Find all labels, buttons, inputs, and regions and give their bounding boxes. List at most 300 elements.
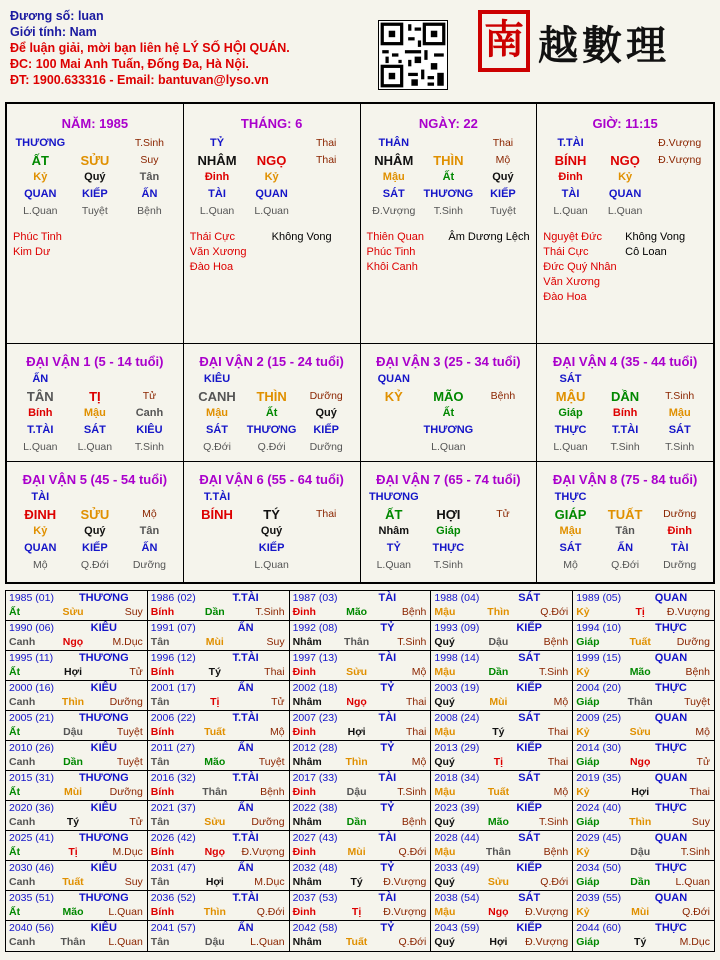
- year-phase: Q.Đới: [682, 906, 710, 918]
- dai-van-hidden-cell: Giáp: [558, 407, 583, 419]
- dai-van-ns-row: [190, 557, 354, 574]
- year-label: 1994 (10): [576, 622, 622, 634]
- year-cell: [290, 711, 432, 741]
- dai-van-stem: CANH: [198, 389, 236, 404]
- year-cell: [290, 861, 432, 891]
- dai-van-god: THƯƠNG: [368, 491, 419, 503]
- dai-van-god-row: [190, 371, 354, 388]
- year-phase: L.Quan: [250, 936, 285, 948]
- year-god: THỰC: [655, 802, 687, 814]
- dai-van-gods-cell: T.TÀI: [27, 424, 54, 436]
- pillar-phase: Thai: [315, 137, 337, 149]
- year-phase: Suy: [691, 816, 710, 828]
- pillar-stars: [543, 230, 707, 305]
- year-stem: Canh: [9, 696, 36, 708]
- blank: [244, 371, 299, 388]
- year-row: [6, 591, 714, 621]
- pillar-gods-cell: SÁT: [382, 188, 405, 200]
- year-phase: Dưỡng: [676, 636, 710, 648]
- dai-van-god-row: [543, 371, 707, 388]
- pillar-ns-cell: Tuyệt: [490, 205, 516, 217]
- year-phase: Đ.Vượng: [525, 906, 569, 918]
- dai-van-hidden-cell: Ất: [442, 407, 455, 419]
- year-branch: Ngọ: [204, 846, 225, 858]
- year-branch: Hợi: [64, 666, 82, 678]
- year-cell: [431, 921, 573, 951]
- dai-van-gods-cell: T.TÀI: [611, 424, 639, 436]
- year-phase: Tử: [696, 756, 710, 768]
- blank: [476, 489, 531, 506]
- pillar-hidden-cell: [652, 169, 707, 186]
- year-cell: [290, 921, 432, 951]
- dai-van-god-row: [13, 489, 177, 506]
- dai-van-hidden-cell: [476, 405, 531, 422]
- year-cell: [573, 801, 714, 831]
- pillar-gods-cell: QUAN: [24, 188, 57, 200]
- year-god: KIÊU: [90, 742, 117, 754]
- year-cell: [148, 741, 290, 771]
- year-branch: Hợi: [631, 786, 650, 798]
- pillar-gods-row: [13, 186, 177, 203]
- pillar-ns-cell: L.Quan: [23, 205, 58, 217]
- star-good: Thiên Quan: [366, 231, 424, 243]
- year-label: 2032 (48): [292, 862, 338, 874]
- year-cell: [290, 681, 432, 711]
- year-label: 2020 (36): [9, 802, 54, 814]
- year-god: KIẾP: [516, 682, 543, 694]
- dai-van-stem: GIÁP: [554, 507, 587, 522]
- dai-van-gods-cell: ẤN: [141, 542, 158, 554]
- dai-van-ns-cell: [367, 439, 422, 456]
- pillar-god: TỶ: [210, 137, 225, 149]
- year-label: 1998 (14): [434, 652, 480, 664]
- dai-van-gods-cell: QUAN: [24, 542, 57, 554]
- dai-van-gods-cell: [190, 540, 245, 557]
- year-branch: Dần: [346, 816, 367, 828]
- logo-text: 越數理: [538, 22, 670, 69]
- year-phase: L.Quan: [108, 906, 143, 918]
- gender-label: Giới tính:: [10, 25, 67, 39]
- dai-van-gods-row: [13, 540, 177, 557]
- year-phase: T.Sinh: [397, 786, 427, 798]
- dai-van-gods-cell: [476, 540, 531, 557]
- year-god: KIẾP: [516, 802, 543, 814]
- dai-van-stem-branch: [190, 388, 354, 405]
- dai-van-gods-cell: KIẾP: [313, 424, 340, 436]
- star-bad: [95, 245, 177, 260]
- dai-van-stem-branch: [543, 388, 707, 405]
- pillar-phase2: Mộ: [495, 154, 511, 166]
- dai-van-ns-cell: L.Quan: [254, 559, 289, 571]
- year-phase: Mộ: [553, 786, 569, 798]
- year-stem: Nhâm: [292, 696, 322, 708]
- gender-value: Nam: [69, 25, 97, 39]
- dai-van-hidden-cell: [299, 523, 354, 540]
- pillar-stem: BÍNH: [554, 153, 587, 168]
- pillar-gods-cell: [652, 186, 707, 203]
- year-label: 2033 (49): [434, 862, 480, 874]
- star-bad: [625, 275, 707, 290]
- year-cell: [431, 591, 573, 621]
- year-branch: Mùi: [347, 846, 366, 858]
- year-cell: [148, 921, 290, 951]
- year-cell: [6, 891, 148, 921]
- year-branch: Dậu: [488, 636, 509, 648]
- year-god: THƯƠNG: [78, 712, 129, 724]
- year-branch: Tuất: [62, 876, 84, 888]
- year-label: 2002 (18): [292, 682, 338, 694]
- year-branch: Ngọ: [629, 756, 651, 768]
- year-cell: [431, 711, 573, 741]
- year-label: 2001 (17): [150, 682, 196, 694]
- dai-van-ns-row: [13, 557, 177, 574]
- pillar-gods-cell: QUAN: [255, 188, 288, 200]
- year-phase: Thai: [689, 786, 710, 798]
- year-god: TÀI: [378, 892, 397, 904]
- year-phase: Q.Đới: [256, 906, 285, 918]
- pillar-title: NĂM: 1985: [61, 116, 129, 131]
- year-god: T.TÀI: [232, 652, 259, 664]
- year-label: 2011 (27): [150, 742, 195, 754]
- year-cell: [573, 771, 714, 801]
- year-phase: Mộ: [411, 666, 427, 678]
- header: [10, 8, 290, 88]
- year-phase: Mộ: [411, 756, 427, 768]
- year-label: 1987 (03): [292, 592, 338, 604]
- pillar-phase2: Đ.Vượng: [658, 154, 702, 166]
- year-cell: [573, 861, 714, 891]
- dai-van-phase: Tử: [142, 390, 157, 402]
- dai-van-row-1: [7, 344, 713, 462]
- star-good: Đức Quý Nhân: [543, 261, 617, 273]
- year-god: TÀI: [378, 712, 397, 724]
- year-stem: Đinh: [292, 606, 316, 618]
- year-branch: Sửu: [204, 816, 226, 828]
- year-branch: Dần: [63, 756, 83, 768]
- year-stem: Kỷ: [576, 606, 590, 618]
- year-cell: [6, 711, 148, 741]
- pillar-ns-row: [367, 203, 531, 220]
- dai-van-ns-cell: L.Quan: [23, 441, 58, 453]
- year-label: 2012 (28): [292, 742, 338, 754]
- star-good: Đào Hoa: [189, 261, 234, 273]
- address-line: ĐC: 100 Mai Anh Tuấn, Đống Đa, Hà Nội.: [10, 57, 249, 71]
- year-phase: L.Quan: [675, 876, 710, 888]
- year-cell: [573, 831, 714, 861]
- year-god: SÁT: [518, 832, 541, 844]
- star-bad: [448, 245, 530, 260]
- blank: [598, 371, 653, 388]
- year-stem: Kỷ: [576, 846, 590, 858]
- year-stem: Kỷ: [576, 906, 590, 918]
- year-god: KIÊU: [90, 802, 117, 814]
- dai-van-stem-branch: [13, 506, 177, 523]
- year-stem: Quý: [434, 756, 455, 768]
- year-branch: Ngọ: [346, 696, 367, 708]
- year-label: 1996 (12): [150, 652, 196, 664]
- year-cell: [148, 831, 290, 861]
- dai-van-hidden-cell: [367, 405, 422, 422]
- dai-van-stem: BÍNH: [201, 507, 233, 522]
- dai-van-stem-branch: [367, 506, 531, 523]
- blank: [476, 371, 531, 388]
- year-phase: Bệnh: [401, 606, 427, 618]
- year-stem: Quý: [434, 876, 455, 888]
- year-cell: [6, 651, 148, 681]
- year-label: 2044 (60): [576, 922, 622, 934]
- year-phase: Bệnh: [260, 786, 285, 798]
- pillar-1: [184, 104, 361, 344]
- blank: [68, 371, 123, 388]
- year-cell: [6, 801, 148, 831]
- year-stem: Đinh: [292, 906, 316, 918]
- year-label: 1990 (06): [9, 622, 54, 634]
- year-branch: Thân: [344, 636, 370, 648]
- year-branch: Tuất: [345, 936, 368, 948]
- year-branch: Mùi: [205, 636, 224, 648]
- dai-van-2: [184, 344, 361, 462]
- pillar-ns-cell: Đ.Vượng: [372, 205, 416, 217]
- dai-van-hidden-cell: Tân: [615, 525, 635, 537]
- pillar-stem: NHÂM: [374, 153, 414, 168]
- year-god: QUAN: [654, 712, 688, 724]
- pillar-hidden-cell: [299, 169, 354, 186]
- year-phase: Suy: [124, 606, 143, 618]
- year-phase: Bệnh: [543, 846, 569, 858]
- year-cell: [431, 891, 573, 921]
- pillar-stars: [13, 230, 177, 260]
- year-row: [6, 771, 714, 801]
- year-phase: Tuyệt: [684, 696, 710, 708]
- pillar-gods-cell: KIẾP: [490, 188, 516, 200]
- pillar-branch: NGỌ: [256, 153, 287, 168]
- dai-van-title: ĐẠI VẬN 1 (5 - 14 tuổi): [26, 354, 164, 369]
- year-stem: Mậu: [434, 726, 456, 738]
- dai-van-gods-cell: THƯƠNG: [423, 424, 474, 436]
- dai-van-ns-row: [13, 439, 177, 456]
- pillar-blank: [244, 135, 299, 152]
- year-god: TỶ: [380, 622, 395, 634]
- dai-van-ns-cell: [476, 557, 531, 574]
- pillar-ns-cell: Bệnh: [137, 205, 162, 217]
- year-god: THỰC: [655, 922, 687, 934]
- year-stem: Quý: [434, 936, 455, 948]
- year-cell: [573, 921, 714, 951]
- year-cell: [148, 591, 290, 621]
- year-label: 2015 (31): [9, 772, 54, 784]
- year-branch: Thìn: [203, 906, 226, 918]
- year-phase: Tuyệt: [116, 756, 143, 768]
- year-phase: M.Dục: [679, 936, 710, 948]
- dai-van-hidden-row: [13, 523, 177, 540]
- year-cell: [290, 741, 432, 771]
- dai-van-stem-branch: [13, 388, 177, 405]
- year-label: 1986 (02): [150, 592, 196, 604]
- year-label: 2030 (46): [9, 862, 54, 874]
- year-label: 1985 (01): [9, 592, 54, 604]
- year-god: KIẾP: [516, 862, 543, 874]
- pillar-ns-cell: L.Quan: [199, 205, 235, 217]
- year-branch: Tị: [635, 606, 645, 618]
- dai-van-ns-cell: Q.Đới: [257, 441, 286, 453]
- dai-van-god: ẤN: [32, 373, 49, 385]
- dai-van-hidden-row: [190, 523, 354, 540]
- year-god: T.TÀI: [232, 592, 259, 604]
- year-god: KIÊU: [90, 922, 117, 934]
- year-god: ẤN: [237, 802, 254, 814]
- year-god: THƯƠNG: [78, 832, 129, 844]
- year-branch: Tị: [210, 696, 220, 708]
- pillar-stem-branch: [543, 152, 707, 169]
- star-bad: Không Vong: [271, 231, 332, 243]
- year-cell: [431, 621, 573, 651]
- dai-van-gods-cell: THỰC: [554, 424, 587, 436]
- dai-van-row-2: [7, 462, 713, 582]
- pillar-gods-cell: TÀI: [561, 188, 580, 200]
- year-branch: Hợi: [347, 726, 366, 738]
- dai-van-branch: TỊ: [89, 389, 101, 404]
- year-god: QUAN: [654, 592, 688, 604]
- blank: [299, 371, 354, 388]
- dai-van-god-row: [13, 371, 177, 388]
- year-god: KIẾP: [516, 922, 543, 934]
- year-label: 2041 (57): [150, 922, 196, 934]
- star-good: Văn Xương: [543, 276, 601, 288]
- year-god: ẤN: [237, 742, 254, 754]
- dai-van-7: [361, 462, 538, 582]
- year-god: KIÊU: [90, 862, 117, 874]
- year-stem: Tân: [150, 876, 170, 888]
- year-phase: Tử: [271, 696, 285, 708]
- pillar-branch: THÌN: [433, 153, 464, 168]
- dai-van-branch: HỢI: [436, 507, 461, 522]
- year-phase: T.Sinh: [680, 846, 710, 858]
- blank: [68, 489, 123, 506]
- blank: [598, 489, 653, 506]
- year-label: 2006 (22): [150, 712, 196, 724]
- pillar-gods-cell: TÀI: [208, 188, 226, 200]
- year-branch: Tý: [634, 936, 647, 948]
- year-stem: Canh: [9, 816, 36, 828]
- year-branch: Thân: [202, 786, 228, 798]
- year-god: T.TÀI: [232, 772, 259, 784]
- year-stem: Mậu: [434, 906, 456, 918]
- dai-van-god: TÀI: [31, 491, 50, 503]
- dai-van-phase: Tử: [496, 508, 510, 520]
- year-stem: Kỷ: [576, 786, 590, 798]
- year-god: TỶ: [380, 802, 395, 814]
- star-bad: [625, 260, 707, 275]
- dai-van-phase: Mộ: [142, 508, 157, 520]
- dai-van-stem: ẤT: [385, 507, 403, 522]
- dai-van-hidden-cell: [190, 523, 245, 540]
- pillar-hidden-cell: Kỷ: [618, 171, 633, 183]
- year-phase: T.Sinh: [255, 606, 285, 618]
- year-cell: [290, 771, 432, 801]
- year-god: KIÊU: [90, 682, 117, 694]
- year-phase: Bệnh: [401, 816, 427, 828]
- year-stem: Tân: [150, 636, 170, 648]
- dai-van-gods-cell: [367, 422, 422, 439]
- pillar-god: THƯƠNG: [15, 137, 66, 149]
- dai-van-branch: THÌN: [256, 389, 287, 404]
- year-branch: Mùi: [631, 906, 650, 918]
- dai-van-phase: Thai: [315, 508, 337, 520]
- pillar-blank: [598, 135, 653, 152]
- year-stem: Ất: [9, 846, 21, 858]
- dai-van-6: [184, 462, 361, 582]
- pillar-hidden-cell: Đinh: [558, 171, 583, 183]
- dai-van-ns-cell: [190, 557, 245, 574]
- pillar-stars: [367, 230, 531, 275]
- year-label: 1999 (15): [576, 652, 622, 664]
- year-cell: [431, 651, 573, 681]
- dai-van-3: [361, 344, 538, 462]
- dai-van-gods-cell: [476, 422, 531, 439]
- dai-van-hidden-row: [543, 405, 707, 422]
- year-cell: [148, 681, 290, 711]
- year-god: TỶ: [380, 682, 395, 694]
- star-good: Nguyệt Đức: [543, 231, 602, 243]
- dai-van-ns-cell: L.Quan: [431, 441, 466, 453]
- year-god: KIẾP: [516, 742, 543, 754]
- year-cell: [148, 801, 290, 831]
- year-stem: Tân: [150, 936, 170, 948]
- year-stem: Canh: [9, 636, 36, 648]
- pillar-ns-cell: T.Sinh: [433, 205, 463, 217]
- year-stem: Ất: [9, 666, 21, 678]
- dai-van-ns-cell: Dưỡng: [132, 559, 167, 571]
- year-stem: Bính: [150, 666, 175, 678]
- dai-van-stem: TÂN: [26, 389, 54, 404]
- year-branch: Hợi: [205, 876, 224, 888]
- year-branch: Mão: [629, 666, 651, 678]
- year-label: 2025 (41): [9, 832, 54, 844]
- year-cell: [573, 711, 714, 741]
- dai-van-hidden-row: [190, 405, 354, 422]
- dai-van-phase: Dưỡng: [309, 390, 343, 402]
- year-phase: T.Sinh: [539, 666, 569, 678]
- dai-van-title: ĐẠI VẬN 8 (75 - 84 tuổi): [552, 472, 698, 487]
- year-stem: Kỷ: [576, 666, 590, 678]
- year-phase: M.Dục: [254, 876, 285, 888]
- year-cell: [6, 921, 148, 951]
- year-label: 1989 (05): [576, 592, 622, 604]
- year-stem: Ất: [9, 786, 21, 798]
- star-bad: [95, 230, 177, 245]
- year-stem: Canh: [9, 936, 36, 948]
- blank: [652, 489, 707, 506]
- dai-van-ns-row: [543, 439, 707, 456]
- dai-van-hidden-cell: Quý: [315, 407, 337, 419]
- year-phase: Tử: [129, 666, 143, 678]
- year-god: TÀI: [378, 832, 397, 844]
- contact-line: Để luận giải, mời bạn liên hệ LÝ SỐ HỘI QUÁN.: [10, 41, 290, 55]
- year-phase: T.Sinh: [539, 816, 569, 828]
- year-label: 2043 (59): [434, 922, 480, 934]
- year-label: 2031 (47): [150, 862, 196, 874]
- dai-van-god: T.TÀI: [203, 491, 231, 503]
- year-label: 2037 (53): [292, 892, 338, 904]
- pillar-stars: [190, 230, 354, 275]
- dai-van-god: QUAN: [377, 373, 410, 385]
- star-good: Đào Hoa: [543, 291, 587, 303]
- year-label: 2026 (42): [150, 832, 196, 844]
- year-cell: [290, 621, 432, 651]
- dai-van-hidden-cell: Nhâm: [378, 525, 410, 537]
- year-phase: Dưỡng: [251, 816, 285, 828]
- pillar-top-row: [13, 135, 177, 152]
